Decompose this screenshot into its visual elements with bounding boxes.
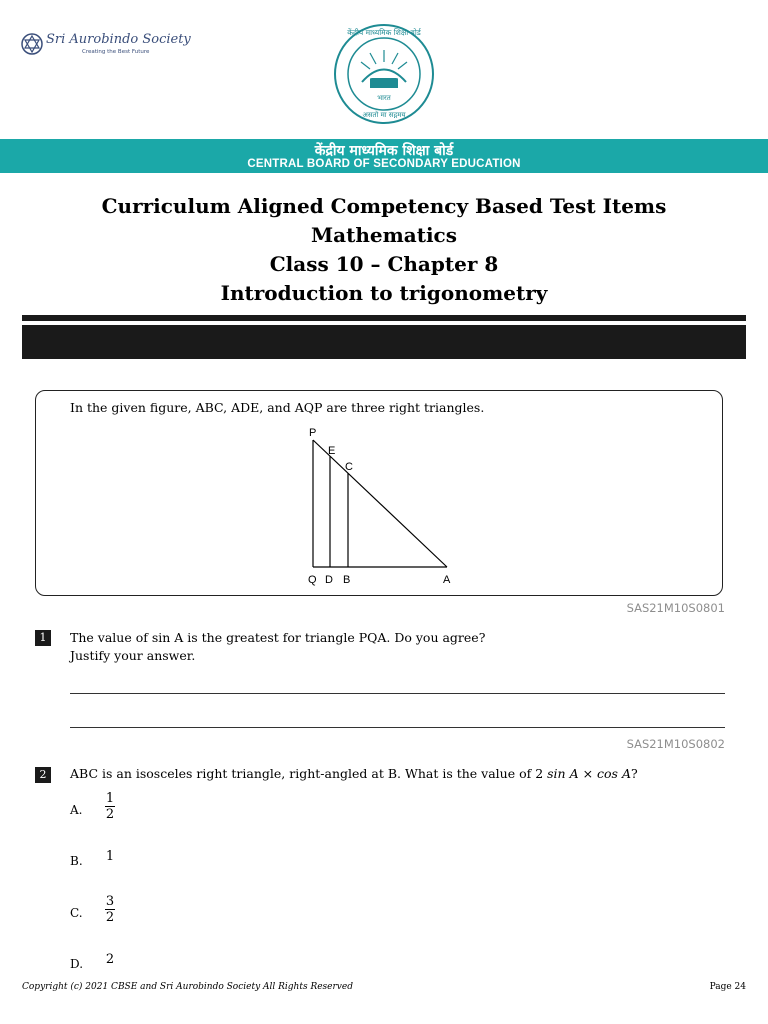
seal-motto-text: असतो मा सद्गमय — [362, 111, 406, 119]
sas-emblem-icon — [20, 32, 44, 56]
label-Q: Q — [308, 574, 317, 586]
answer-line[interactable] — [70, 693, 725, 694]
question-line: Justify your answer. — [70, 648, 196, 663]
label-P: P — [309, 427, 317, 439]
option-label[interactable]: B. — [70, 854, 83, 868]
board-name-english: CENTRAL BOARD OF SECONDARY EDUCATION — [247, 158, 521, 170]
math-cos: cos A — [597, 766, 631, 781]
math-sin: sin A — [547, 766, 579, 781]
seal-mid-text: भारत — [377, 94, 391, 102]
doc-title-subject: Mathematics — [311, 223, 457, 247]
item-code: SAS21M10S0801 — [626, 601, 725, 615]
sas-name: Sri Aurobindo Society — [46, 32, 191, 47]
option-value[interactable]: 1 — [105, 849, 115, 864]
stem-text: In the given figure, ABC, ADE, and AQP are three right triangles. — [70, 400, 485, 415]
sas-logo — [20, 30, 191, 62]
label-B: B — [343, 574, 351, 586]
option-label[interactable]: C. — [70, 906, 83, 920]
label-D: D — [325, 574, 333, 586]
page-number: Page 24 — [709, 982, 746, 992]
question-number: 1 — [35, 630, 51, 646]
label-A: A — [443, 574, 451, 586]
question-line: The value of sin A is the greatest for triangle PQA. Do you agree? — [70, 630, 486, 645]
cbse-seal — [332, 22, 436, 132]
option-value[interactable]: 2 — [105, 952, 115, 967]
section-divider-bar — [22, 315, 746, 359]
cbse-banner — [0, 139, 768, 173]
option-label[interactable]: A. — [70, 803, 83, 817]
question-number: 2 — [35, 767, 51, 783]
item-code: SAS21M10S0802 — [626, 737, 725, 751]
answer-line[interactable] — [70, 727, 725, 728]
seal-top-text: केंद्रीय माध्यमिक शिक्षा बोर्ड — [347, 28, 421, 37]
doc-title-chapter: Introduction to trigonometry — [220, 281, 548, 305]
question-text — [70, 629, 485, 665]
label-C: C — [345, 461, 353, 473]
doc-title-class: Class 10 – Chapter 8 — [269, 252, 499, 276]
board-name-hindi: केंद्रीय माध्यमिक शिक्षा बोर्ड — [314, 143, 454, 159]
doc-title-line1: Curriculum Aligned Competency Based Test Items — [101, 194, 667, 218]
right-triangles-figure — [300, 424, 466, 590]
copyright-notice: Copyright (c) 2021 CBSE and Sri Aurobindo Society All Rights Reserved — [22, 982, 353, 992]
option-value[interactable]: $\frac{1}{2}$ — [105, 791, 115, 822]
sas-tagline: Creating the Best Future — [82, 49, 150, 55]
option-label[interactable]: D. — [70, 957, 84, 971]
label-E: E — [328, 445, 336, 457]
question-text: ABC is an isosceles right triangle, right-angled at B. What is the value of 2 sin A × cos A? — [70, 766, 638, 781]
option-value[interactable]: $\frac{3}{2}$ — [105, 894, 115, 925]
